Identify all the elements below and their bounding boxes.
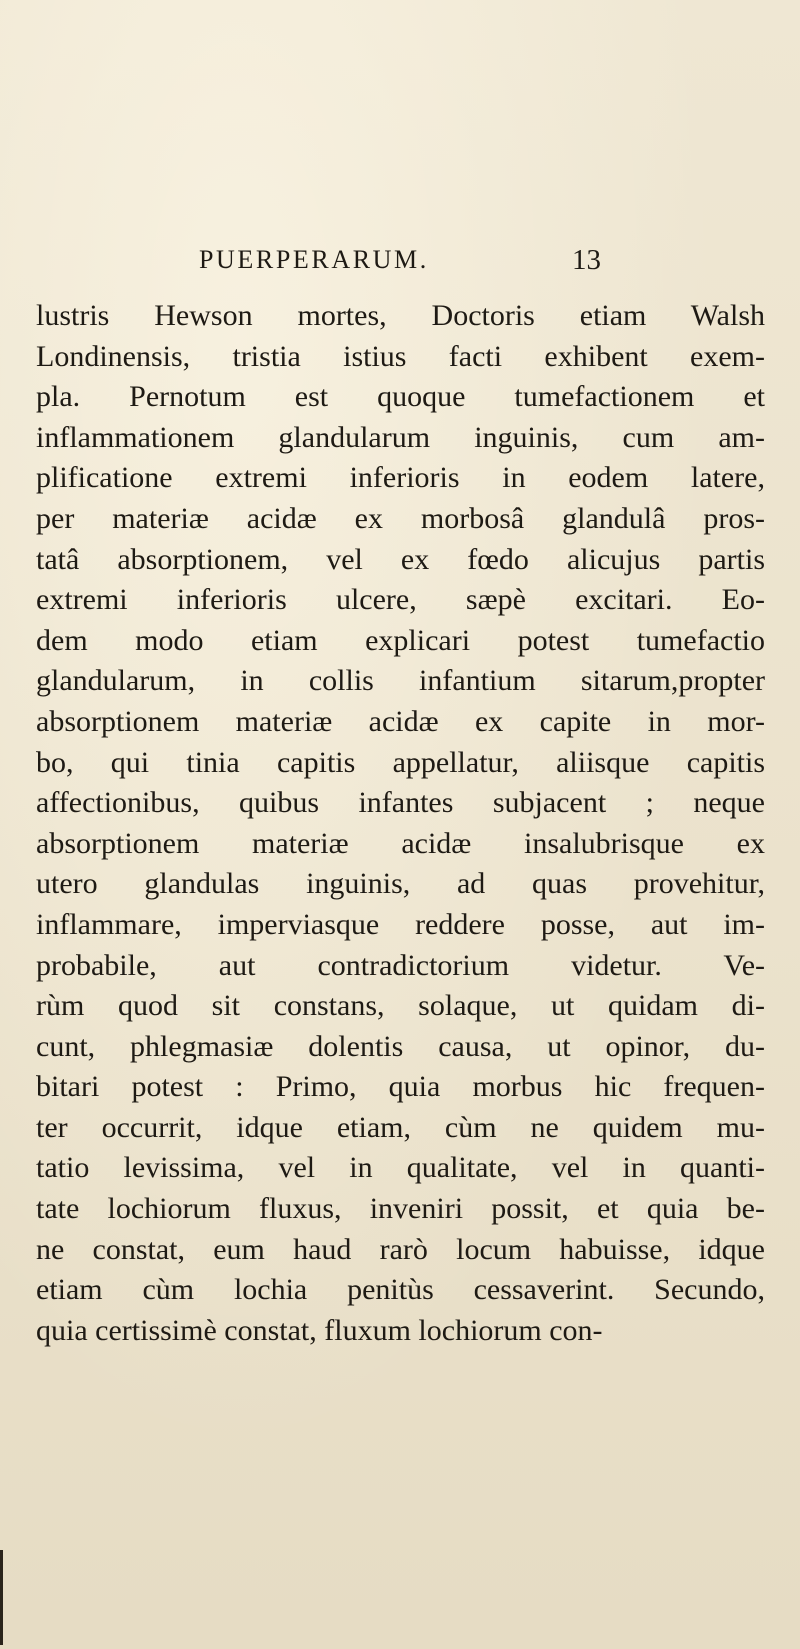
text-line: tatio levissima, vel in qualitate, vel in quanti- bbox=[36, 1151, 765, 1185]
text-line: tate lochiorum fluxus, inveniri possit, et quia be- bbox=[36, 1192, 765, 1226]
text-line: per materiæ acidæ ex morbosâ glandulâ pros- bbox=[36, 501, 765, 535]
binding-edge bbox=[0, 1550, 3, 1645]
text-line: quia certissimè constat, fluxum lochiorum con- bbox=[36, 1313, 603, 1347]
text-line: Londinensis, tristia istius facti exhibent exem- bbox=[36, 339, 765, 373]
text-line: cunt, phlegmasiæ dolentis causa, ut opinor, du- bbox=[36, 1029, 765, 1063]
text-line: utero glandulas inguinis, ad quas provehitur, bbox=[36, 867, 765, 901]
text-line: rùm quod sit constans, solaque, ut quidam di- bbox=[36, 989, 765, 1023]
running-head: PUERPERARUM. bbox=[199, 245, 429, 274]
text-line: ter occurrit, idque etiam, cùm ne quidem mu- bbox=[36, 1110, 765, 1144]
text-line: bitari potest : Primo, quia morbus hic frequen- bbox=[36, 1070, 765, 1104]
text-line: lustris Hewson mortes, Doctoris etiam Walsh bbox=[36, 299, 765, 332]
text-line: affectionibus, quibus infantes subjacent ; neque bbox=[36, 786, 765, 820]
page-number: 13 bbox=[572, 244, 601, 276]
text-line: bo, qui tinia capitis appellatur, aliisque capitis bbox=[36, 745, 765, 779]
text-line: tatâ absorptionem, vel ex fœdo alicujus partis bbox=[36, 542, 765, 576]
body-text bbox=[36, 296, 765, 1351]
text-line: dem modo etiam explicari potest tumefactio bbox=[36, 623, 765, 657]
text-line: etiam cùm lochia penitùs cessaverint. Secundo, bbox=[36, 1273, 765, 1307]
text-line: absorptionem materiæ acidæ insalubrisque ex bbox=[36, 826, 765, 860]
text-line: inflammationem glandularum inguinis, cum am- bbox=[36, 420, 765, 454]
text-line: absorptionem materiæ acidæ ex capite in mor- bbox=[36, 704, 765, 738]
text-line: plificatione extremi inferioris in eodem latere, bbox=[36, 461, 765, 495]
page-header bbox=[199, 240, 601, 280]
text-line: pla. Pernotum est quoque tumefactionem et bbox=[36, 380, 765, 414]
text-line: extremi inferioris ulcere, sæpè excitari. Eo- bbox=[36, 583, 765, 617]
text-line: inflammare, imperviasque reddere posse, aut im- bbox=[36, 907, 765, 941]
text-line: ne constat, eum haud rarò locum habuisse, idque bbox=[36, 1232, 765, 1266]
text-line: probabile, aut contradictorium videtur. Ve- bbox=[36, 948, 765, 982]
text-line: glandularum, in collis infantium sitarum,propter bbox=[36, 664, 765, 698]
